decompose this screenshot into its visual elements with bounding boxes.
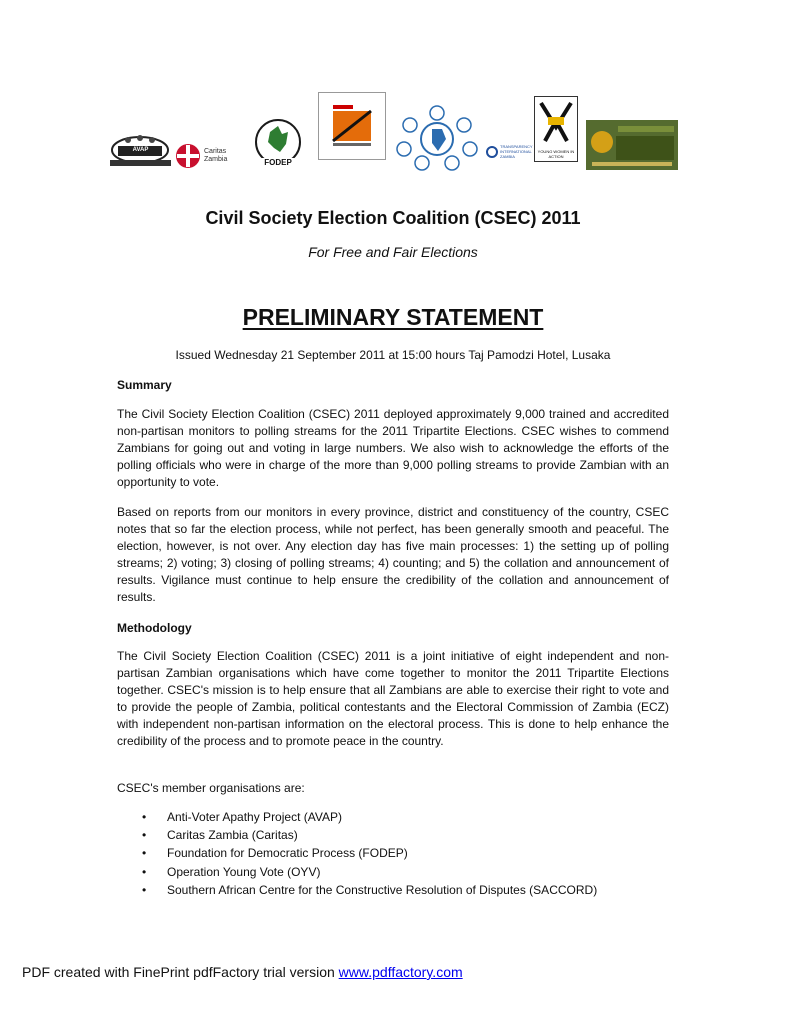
- list-item: • Anti-Voter Apathy Project (AVAP): [142, 808, 597, 826]
- summary-paragraph-2: Based on reports from our monitors in every province, district and constituency of the country, CSEC notes that so far the election process, while not perfect, has been generally smooth and peaceful. The election, however, is not over. Any election day has five main processes: 1) the setting up of polling streams; 2) voting; 3) closing of polling streams; 4) counting; and 5) the collation and announcement of results. Vigilance must continue to help ensure the credibility of the collation and announcement of results.: [117, 505, 669, 605]
- footer-text: PDF created with FinePrint pdfFactory trial version: [22, 964, 339, 980]
- partner-logos: [0, 90, 768, 180]
- members-intro: CSEC's member organisations are:: [117, 781, 305, 795]
- summary-paragraph-1: The Civil Society Election Coalition (CSEC) 2011 deployed approximately 9,000 trained and accredited non-partisan monitors to polling streams for the 2011 Tripartite Elections. CSEC wishes to commend Zambians for going out and voting in large numbers. We also wish to acknowledge the efforts of the polling officials who were in charge of the more than 9,000 polling streams to provide Zambian with an opportunity to vote.: [117, 407, 669, 490]
- saccord-logo: [392, 105, 482, 171]
- caritas-logo: [174, 142, 234, 172]
- list-item: • Operation Young Vote (OYV): [142, 863, 597, 881]
- statement-heading: PRELIMINARY STATEMENT: [242, 304, 544, 330]
- ywca-logo: [534, 96, 578, 162]
- oyv-logo: [318, 92, 386, 160]
- list-item: • Foundation for Democratic Process (FODEP): [142, 844, 597, 862]
- list-item: • Southern African Centre for the Constructive Resolution of Disputes (SACCORD): [142, 881, 597, 899]
- summary-heading: Summary: [117, 378, 172, 392]
- women-lobby-logo: [586, 120, 678, 170]
- caritas-logo-text: Caritas Zambia: [204, 148, 228, 163]
- document-title: Civil Society Election Coalition (CSEC) 2011: [205, 208, 581, 228]
- avap-logo: [108, 130, 173, 170]
- pdf-footer: [22, 964, 463, 980]
- fodep-logo-text: FODEP: [264, 158, 292, 167]
- methodology-heading: Methodology: [117, 621, 192, 635]
- avap-logo-text: AVAP: [132, 147, 149, 153]
- transparency-logo: [486, 142, 533, 172]
- footer-link[interactable]: www.pdffactory.com: [338, 964, 463, 980]
- document-subtitle: For Free and Fair Elections: [308, 244, 478, 260]
- ywca-logo-text: YOUNG WOMEN IN ACTION: [537, 149, 575, 159]
- list-item: • Caritas Zambia (Caritas): [142, 826, 597, 844]
- member-list: [142, 808, 597, 899]
- fodep-logo: [252, 118, 304, 172]
- transparency-logo-text: TRANSPARENCY INTERNATIONAL ZAMBIA: [500, 144, 533, 159]
- methodology-paragraph: The Civil Society Election Coalition (CSEC) 2011 is a joint initiative of eight independent and non-partisan Zambian organisations which have come together to monitor the 2011 Tripartite Elections together. CSEC's mission is to help ensure that all Zambians are able to exercise their right to vote and to provide the people of Zambia, political contestants and the Electoral Commission of Zambia (ECZ) with independent non-partisan information on the electoral process. This is done to help enhance the credibility of the process and to promote peace in the country.: [117, 649, 669, 749]
- issued-line: Issued Wednesday 21 September 2011 at 15:00 hours Taj Pamodzi Hotel, Lusaka: [175, 348, 611, 362]
